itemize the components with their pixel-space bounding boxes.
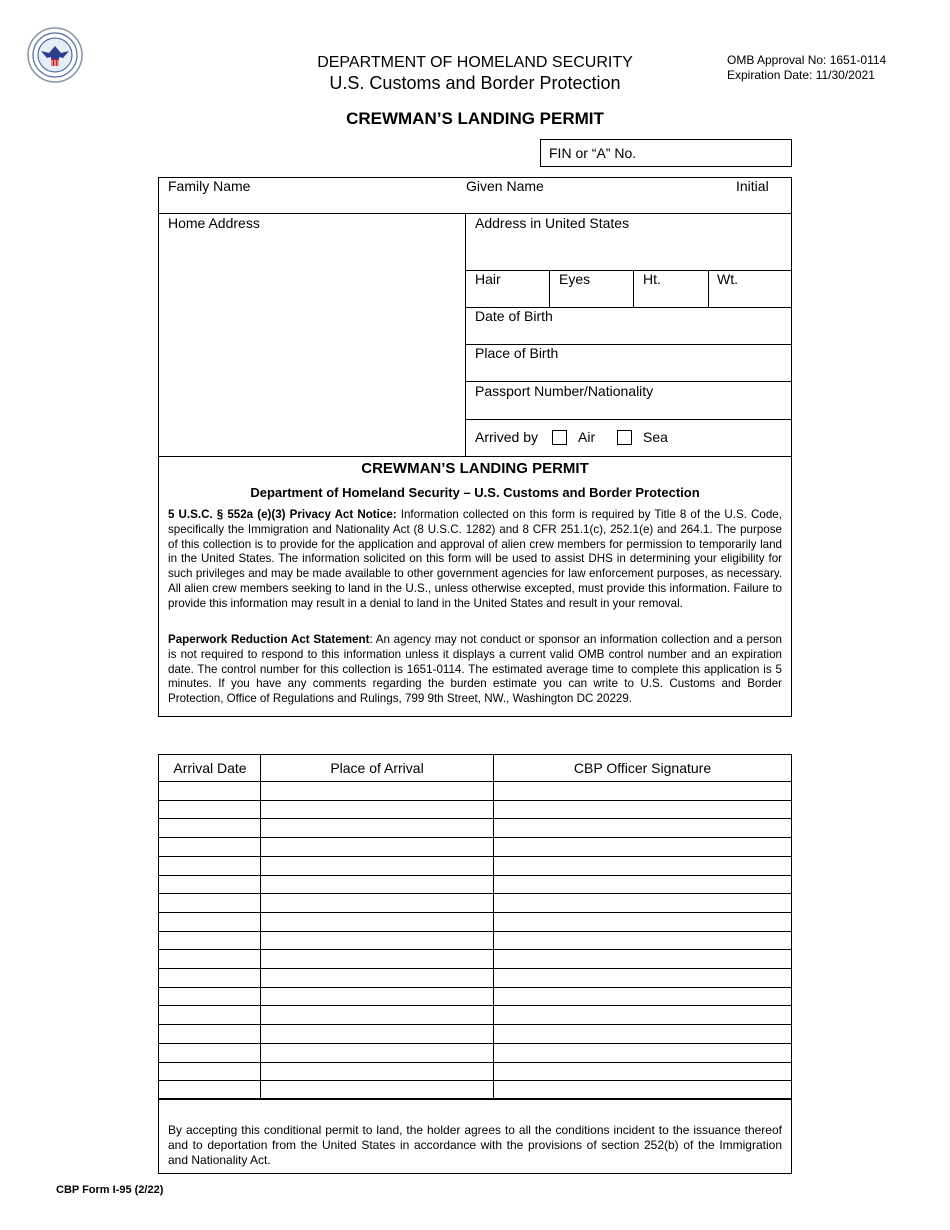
agency-name: U.S. Customs and Border Protection bbox=[329, 73, 621, 93]
initial-field[interactable]: Initial bbox=[736, 178, 769, 194]
pob-field[interactable]: Place of Birth bbox=[475, 345, 559, 361]
table-row[interactable] bbox=[159, 950, 791, 968]
home-address-field[interactable]: Home Address bbox=[168, 215, 260, 231]
table-row[interactable] bbox=[159, 782, 791, 800]
fin-label: FIN or “A” No. bbox=[549, 145, 637, 161]
weight-field[interactable]: Wt. bbox=[717, 271, 738, 287]
air-label: Air bbox=[578, 429, 596, 445]
col-arrival-date: Arrival Date bbox=[173, 760, 247, 776]
pra-text: : An agency may not conduct or sponsor an information collection and a person is not required to respond to this information unless it displays a current valid OMB control number and an expiration date. The control number for this collection is 1651-0114. The estimated average time to complete this application is 5 minutes. If you have any comments regarding the burden estimate you can write to U.S. Customs and Border Protection, Office of Regulations and Rulings, 799 9th Street, NW., Washington DC 20229. bbox=[168, 633, 782, 706]
pra-statement bbox=[168, 633, 782, 707]
hair-field[interactable]: Hair bbox=[475, 271, 501, 287]
page-title: CREWMAN’S LANDING PERMIT bbox=[346, 109, 604, 128]
sea-checkbox[interactable] bbox=[617, 430, 632, 445]
permit-title: CREWMAN’S LANDING PERMIT bbox=[361, 460, 589, 477]
table-row[interactable] bbox=[159, 1025, 791, 1043]
eyes-field[interactable]: Eyes bbox=[559, 271, 591, 287]
table-row[interactable] bbox=[159, 1081, 791, 1099]
us-address-field[interactable]: Address in United States bbox=[475, 215, 630, 231]
dob-field[interactable]: Date of Birth bbox=[475, 308, 553, 324]
table-row[interactable] bbox=[159, 838, 791, 856]
given-name-field[interactable]: Given Name bbox=[466, 178, 544, 194]
sea-label: Sea bbox=[643, 429, 668, 445]
table-row[interactable] bbox=[159, 894, 791, 912]
col-place-of-arrival: Place of Arrival bbox=[330, 760, 424, 776]
table-row[interactable] bbox=[159, 932, 791, 950]
height-field[interactable]: Ht. bbox=[643, 271, 661, 287]
omb-approval: OMB Approval No: 1651-0114 bbox=[727, 53, 887, 67]
air-checkbox[interactable] bbox=[552, 430, 567, 445]
privacy-heading: 5 U.S.C. § 552a (e)(3) Privacy Act Notice: bbox=[168, 508, 397, 521]
conditions-text: By accepting this conditional permit to land, the holder agrees to all the conditions incident to the issuance thereof and to deportation from the United States in accordance with the provisions of section 252(b) of the Immigration and Nationality Act. bbox=[168, 1123, 782, 1167]
pra-heading: Paperwork Reduction Act Statement bbox=[168, 633, 370, 646]
privacy-notice bbox=[168, 508, 782, 612]
omb-info bbox=[727, 53, 886, 83]
family-name-field[interactable]: Family Name bbox=[168, 178, 251, 194]
table-row[interactable] bbox=[159, 876, 791, 894]
table-row[interactable] bbox=[159, 913, 791, 931]
expiration-date: Expiration Date: 11/30/2021 bbox=[727, 68, 875, 82]
passport-field[interactable]: Passport Number/Nationality bbox=[475, 383, 654, 399]
table-row[interactable] bbox=[159, 801, 791, 819]
department-name: DEPARTMENT OF HOMELAND SECURITY bbox=[317, 54, 633, 71]
dhs-seal-icon bbox=[27, 27, 83, 83]
arrived-by-label: Arrived by bbox=[475, 429, 539, 445]
permit-subtitle: Department of Homeland Security – U.S. Customs and Border Protection bbox=[250, 485, 700, 500]
table-row[interactable] bbox=[159, 1063, 791, 1081]
table-row[interactable] bbox=[159, 819, 791, 837]
privacy-text: Information collected on this form is required by Title 8 of the U.S. Code, specifically the Immigration and Nationality Act (8 U.S.C. 1282) and 8 CFR 251.1(c), 252.1(e) and 264.1. The purpose of this collection is to provide for the application and approval of alien crew members for permission to temporarily land in the United States. The information solicited on this form will be used to assist DHS in determining your eligibility for such privileges and may be made available to other government agencies for law enforcement purposes, as necessary. All alien crew members seeking to land in the U.S., unless otherwise excepted, must provide this information. Failure to provide this information may result in a denial to land in the United States and result in your removal. bbox=[168, 508, 782, 610]
table-row[interactable] bbox=[159, 857, 791, 875]
form-id: CBP Form I-95 (2/22) bbox=[56, 1184, 164, 1196]
table-row[interactable] bbox=[159, 1044, 791, 1062]
table-row[interactable] bbox=[159, 969, 791, 987]
table-row[interactable] bbox=[159, 988, 791, 1006]
col-officer-signature: CBP Officer Signature bbox=[573, 760, 712, 776]
table-row[interactable] bbox=[159, 1006, 791, 1024]
